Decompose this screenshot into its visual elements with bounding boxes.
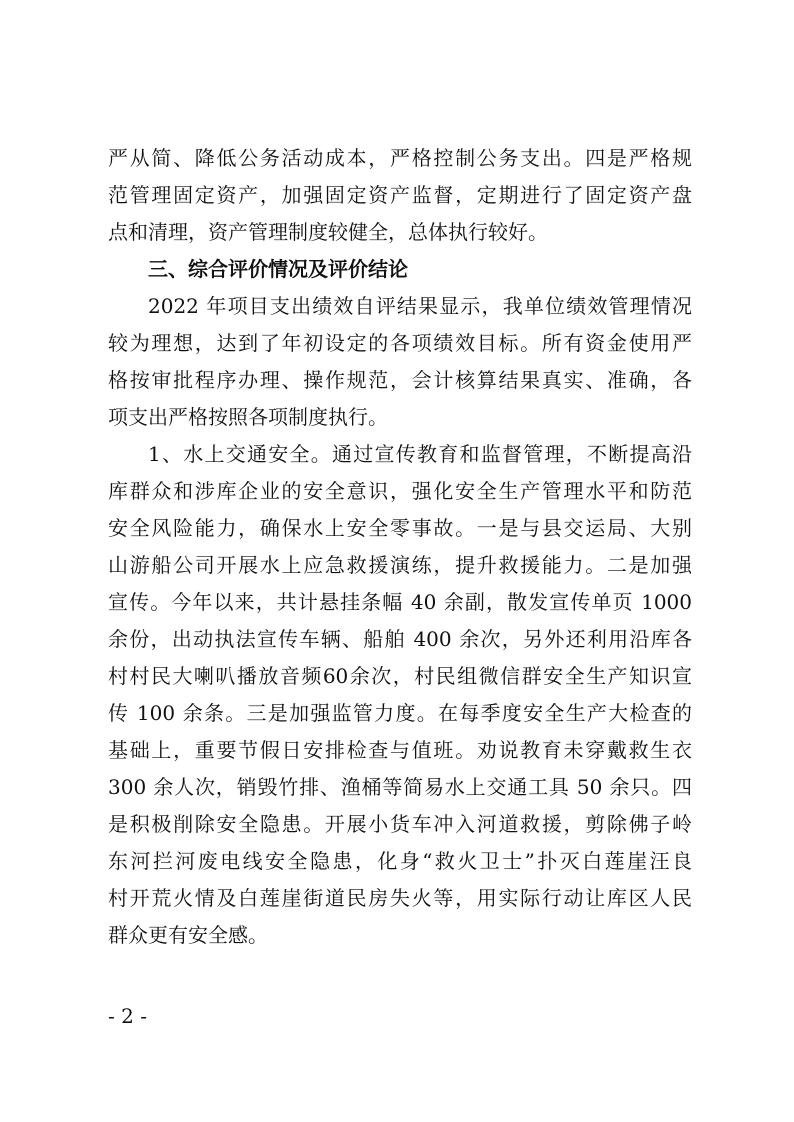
text-line: 范管理固定资产，加强固定资产监督，定期进行了固定资产盘 xyxy=(108,183,692,207)
text-line: 项支出严格按照各项制度执行。 xyxy=(108,405,388,429)
text-line: 群众更有安全感。 xyxy=(108,923,268,947)
text-line: 村村民大喇叭播放音频60余次，村民组微信群安全生产知识宣 xyxy=(108,664,692,688)
text-line: 较为理想，达到了年初设定的各项绩效目标。所有资金使用严 xyxy=(108,331,692,355)
text-line: 1、水上交通安全。通过宣传教育和监督管理，不断提高沿 xyxy=(148,442,692,466)
text-line: 余份，出动执法宣传车辆、船舶 400 余次，另外还利用沿库各 xyxy=(108,627,692,651)
text-line: 严从简、降低公务活动成本，严格控制公务支出。四是严格规 xyxy=(108,146,692,170)
section-heading: 三、综合评价情况及评价结论 xyxy=(148,257,408,281)
page-number: - 2 - xyxy=(108,1004,147,1028)
text-line: 格按审批程序办理、操作规范，会计核算结果真实、准确，各 xyxy=(108,368,692,392)
text-line: 安全风险能力，确保水上安全零事故。一是与县交运局、大别 xyxy=(108,516,692,540)
text-line: 山游船公司开展水上应急救援演练，提升救援能力。二是加强 xyxy=(108,553,692,577)
text-line: 300 余人次，销毁竹排、渔桶等简易水上交通工具 50 余只。四 xyxy=(108,775,692,799)
text-line: 库群众和涉库企业的安全意识，强化安全生产管理水平和防范 xyxy=(108,479,692,503)
text-line: 传 100 余条。三是加强监管力度。在每季度安全生产大检查的 xyxy=(108,701,692,725)
text-line: 点和清理，资产管理制度较健全，总体执行较好。 xyxy=(108,220,548,244)
text-line: 2022 年项目支出绩效自评结果显示，我单位绩效管理情况 xyxy=(148,294,692,318)
text-line: 东河拦河废电线安全隐患，化身“救火卫士”扑灭白莲崖汪良 xyxy=(108,849,692,873)
document-body xyxy=(108,140,692,954)
text-line: 村开荒火情及白莲崖街道民房失火等，用实际行动让库区人民 xyxy=(108,886,692,910)
text-line: 是积极削除安全隐患。开展小货车冲入河道救援，剪除佛子岭 xyxy=(108,812,692,836)
text-line: 宣传。今年以来，共计悬挂条幅 40 余副，散发宣传单页 1000 xyxy=(108,590,692,614)
text-line: 基础上，重要节假日安排检查与值班。劝说教育未穿戴救生衣 xyxy=(108,738,692,762)
